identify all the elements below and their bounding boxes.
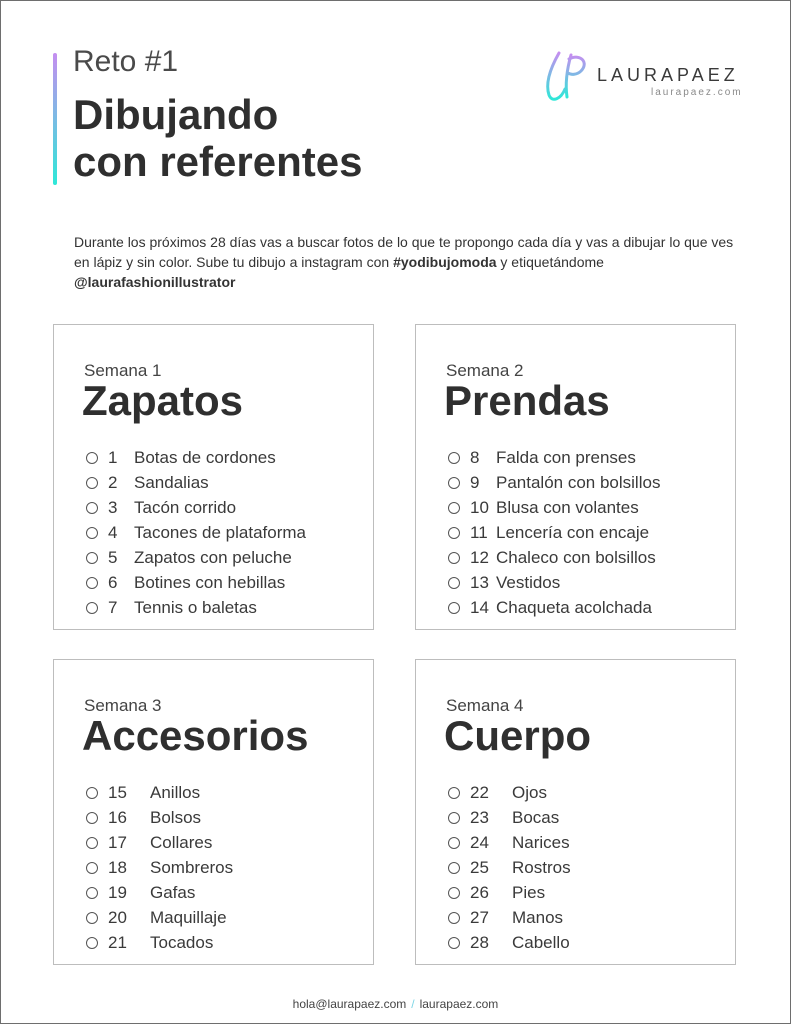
radio-circle-icon[interactable] <box>448 787 460 799</box>
radio-circle-icon[interactable] <box>448 527 460 539</box>
radio-circle-icon[interactable] <box>86 787 98 799</box>
item-label: Collares <box>150 832 213 852</box>
day-number: 6 <box>108 572 118 592</box>
radio-circle-icon[interactable] <box>86 477 98 489</box>
radio-circle-icon[interactable] <box>86 527 98 539</box>
item-label: Tacón corrido <box>134 497 237 517</box>
radio-circle-icon[interactable] <box>86 452 98 464</box>
radio-circle-icon[interactable] <box>448 552 460 564</box>
day-number: 4 <box>108 522 118 542</box>
radio-circle-icon[interactable] <box>448 812 460 824</box>
footer-site[interactable]: laurapaez.com <box>419 997 499 1011</box>
day-number: 7 <box>108 597 118 617</box>
gradient-accent-bar <box>53 53 57 185</box>
item-label: Cabello <box>512 932 570 952</box>
radio-circle-icon[interactable] <box>448 862 460 874</box>
checklist-item[interactable] <box>448 805 571 830</box>
title-line-1: Dibujando <box>73 91 279 138</box>
radio-circle-icon[interactable] <box>86 937 98 949</box>
checklist-item[interactable] <box>86 880 233 905</box>
item-label: Maquillaje <box>150 907 227 927</box>
day-number: 5 <box>108 547 118 567</box>
checklist-item[interactable] <box>448 445 660 470</box>
checklist-item[interactable] <box>448 545 660 570</box>
week-card-2 <box>415 324 736 630</box>
checklist-item[interactable] <box>448 780 571 805</box>
week-topic: Accesorios <box>82 712 309 759</box>
item-label: Botines con hebillas <box>134 572 286 592</box>
item-label: Vestidos <box>496 572 561 592</box>
day-number: 17 <box>108 832 127 852</box>
week-topic: Cuerpo <box>444 712 591 759</box>
day-number: 12 <box>470 547 489 567</box>
item-label: Bocas <box>512 807 560 827</box>
checklist <box>448 445 660 620</box>
item-label: Tacones de plataforma <box>134 522 306 542</box>
lp-monogram-icon <box>541 49 591 105</box>
intro-paragraph <box>74 232 734 292</box>
week-topic: Prendas <box>444 377 610 424</box>
item-label: Tennis o baletas <box>134 597 257 617</box>
radio-circle-icon[interactable] <box>448 912 460 924</box>
title-line-2: con referentes <box>73 138 363 185</box>
day-number: 20 <box>108 907 127 927</box>
day-number: 10 <box>470 497 489 517</box>
intro-text-middle: y etiquetándome <box>496 254 604 270</box>
footer-email[interactable]: hola@laurapaez.com <box>292 997 407 1011</box>
checklist-item[interactable] <box>86 545 306 570</box>
radio-circle-icon[interactable] <box>86 912 98 924</box>
day-number: 26 <box>470 882 489 902</box>
item-label: Manos <box>512 907 564 927</box>
radio-circle-icon[interactable] <box>86 577 98 589</box>
item-label: Bolsos <box>150 807 202 827</box>
day-number: 25 <box>470 857 489 877</box>
checklist-item[interactable] <box>448 855 571 880</box>
checklist <box>86 780 233 955</box>
brand-url: laurapaez.com <box>651 87 743 98</box>
week-topic: Zapatos <box>82 377 244 424</box>
day-number: 1 <box>108 447 118 467</box>
day-number: 14 <box>470 597 489 617</box>
day-number: 8 <box>470 447 480 467</box>
day-number: 11 <box>470 522 488 542</box>
checklist-item[interactable] <box>448 830 571 855</box>
checklist-item[interactable] <box>448 470 660 495</box>
checklist-item[interactable] <box>448 595 660 620</box>
radio-circle-icon[interactable] <box>448 452 460 464</box>
brand-name: LAURAPAEZ <box>597 65 739 85</box>
checklist-item[interactable] <box>86 595 306 620</box>
radio-circle-icon[interactable] <box>448 887 460 899</box>
item-label: Anillos <box>150 782 201 802</box>
item-label: Rostros <box>512 857 571 877</box>
radio-circle-icon[interactable] <box>86 837 98 849</box>
checklist-item[interactable] <box>448 880 571 905</box>
day-number: 27 <box>470 907 489 927</box>
radio-circle-icon[interactable] <box>448 837 460 849</box>
radio-circle-icon[interactable] <box>448 937 460 949</box>
day-number: 28 <box>470 932 489 952</box>
checklist-item[interactable] <box>86 905 233 930</box>
checklist-item[interactable] <box>86 520 306 545</box>
radio-circle-icon[interactable] <box>448 602 460 614</box>
week-card-4 <box>415 659 736 965</box>
checklist-item[interactable] <box>86 855 233 880</box>
checklist <box>448 780 571 955</box>
radio-circle-icon[interactable] <box>86 862 98 874</box>
item-label: Tocados <box>150 932 214 952</box>
radio-circle-icon[interactable] <box>86 502 98 514</box>
footer-separator: / <box>411 997 415 1011</box>
item-label: Chaqueta acolchada <box>496 597 652 617</box>
item-label: Ojos <box>512 782 547 802</box>
radio-circle-icon[interactable] <box>86 602 98 614</box>
intro-text: Durante los próximos 28 días vas a buscar fotos de lo que te propongo cada día y vas a dibujar lo que ves en lápiz y sin color. Sube tu dibujo a instagram con <box>74 234 734 270</box>
item-label: Botas de cordones <box>134 447 276 467</box>
checklist-item[interactable] <box>448 495 660 520</box>
item-label: Zapatos con peluche <box>134 547 292 567</box>
checklist-item[interactable] <box>86 470 306 495</box>
day-number: 24 <box>470 832 489 852</box>
checklist-item[interactable] <box>448 570 660 595</box>
challenge-number: Reto #1 <box>73 45 179 78</box>
item-label: Gafas <box>150 882 196 902</box>
radio-circle-icon[interactable] <box>86 552 98 564</box>
hashtag: #yodibujomoda <box>393 254 497 270</box>
checklist-item[interactable] <box>86 780 233 805</box>
week-label: Semana 1 <box>84 361 162 380</box>
item-label: Lencería con encaje <box>496 522 650 542</box>
item-label: Narices <box>512 832 570 852</box>
item-label: Sandalias <box>134 472 209 492</box>
item-label: Pantalón con bolsillos <box>496 472 661 492</box>
week-card-1 <box>53 324 374 630</box>
day-number: 22 <box>470 782 489 802</box>
footer-contact <box>1 997 790 1011</box>
week-label: Semana 4 <box>446 696 524 715</box>
item-label: Pies <box>512 882 546 902</box>
radio-circle-icon[interactable] <box>448 577 460 589</box>
day-number: 23 <box>470 807 489 827</box>
day-number: 21 <box>108 932 127 952</box>
week-label: Semana 2 <box>446 361 524 380</box>
item-label: Sombreros <box>150 857 234 877</box>
checklist-item[interactable] <box>86 805 233 830</box>
brand-logo <box>541 49 751 105</box>
day-number: 16 <box>108 807 127 827</box>
checklist-item[interactable] <box>86 445 306 470</box>
radio-circle-icon[interactable] <box>448 502 460 514</box>
day-number: 2 <box>108 472 118 492</box>
item-label: Chaleco con bolsillos <box>496 547 656 567</box>
checklist-item[interactable] <box>448 930 571 955</box>
day-number: 15 <box>108 782 127 802</box>
item-label: Falda con prenses <box>496 447 636 467</box>
day-number: 13 <box>470 572 489 592</box>
week-label: Semana 3 <box>84 696 162 715</box>
day-number: 9 <box>470 472 480 492</box>
checklist-item[interactable] <box>448 905 571 930</box>
week-card-3 <box>53 659 374 965</box>
day-number: 3 <box>108 497 118 517</box>
item-label: Blusa con volantes <box>496 497 639 517</box>
checklist-item[interactable] <box>86 570 306 595</box>
day-number: 19 <box>108 882 127 902</box>
radio-circle-icon[interactable] <box>448 477 460 489</box>
instagram-handle: @laurafashionillustrator <box>74 274 236 290</box>
day-number: 18 <box>108 857 127 877</box>
page-title <box>73 91 362 185</box>
radio-circle-icon[interactable] <box>86 812 98 824</box>
checklist-item[interactable] <box>86 930 233 955</box>
checklist-item[interactable] <box>86 830 233 855</box>
radio-circle-icon[interactable] <box>86 887 98 899</box>
checklist-item[interactable] <box>448 520 660 545</box>
checklist-item[interactable] <box>86 495 306 520</box>
checklist <box>86 445 306 620</box>
